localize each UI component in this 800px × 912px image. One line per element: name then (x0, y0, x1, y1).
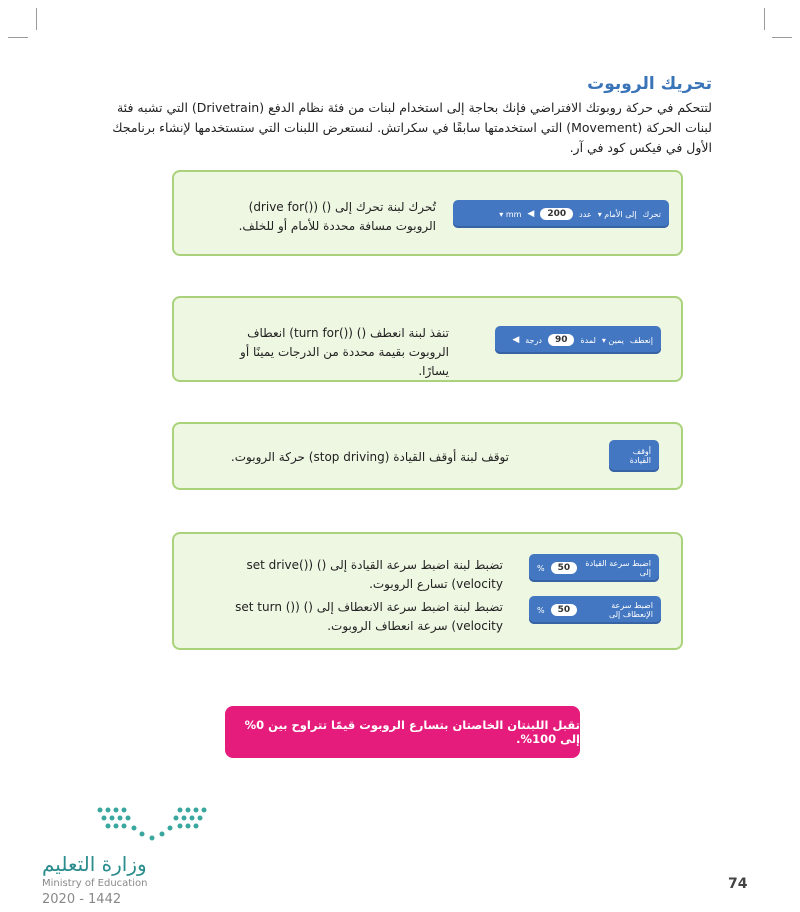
set-drive-velocity-block[interactable] (529, 554, 659, 582)
ministry-name-ar: وزارة التعليم (42, 852, 147, 876)
block-label: % (537, 563, 545, 573)
intro-paragraph: لتتحكم في حركة روبوتك الافتراضي فإنك بحاجة إلى استخدام لبنات من فئة نظام الدفع (Drivetrain) التي تشبه فئة لبنات الحركة (Movement) التي استخدمتها سابقًا في سكراتش. لنستعرض اللبنات التي ستستخدمها لإنشاء برنامجك الأول في فيكس كود في آر. (112, 100, 712, 155)
set-drive-velocity-description: تضبط لبنة اضبط سرعة القيادة إلى () (()set drive velocity) تسارع الروبوت. (246, 558, 503, 591)
block-label: اضبط سرعة الإنعطاف إلى (608, 601, 653, 619)
drive-for-block[interactable] (453, 200, 669, 228)
stop-driving-block[interactable] (609, 440, 659, 472)
arrow-icon: ◀ (512, 335, 520, 345)
card-drive-for (172, 170, 683, 256)
ministry-logo (42, 802, 222, 912)
direction-dropdown[interactable]: يمين ▾ (602, 336, 624, 345)
set-turn-velocity-block[interactable] (529, 596, 661, 624)
block-label: تحرك (642, 209, 661, 219)
block-label: لمدة (580, 335, 596, 345)
card-turn-for (172, 296, 683, 382)
drive-for-description: تُحرك لبنة تحرك إلى () (()drive for) الروبوت مسافة محددة للأمام أو للخلف. (238, 200, 436, 233)
crop-mark (764, 8, 765, 30)
block-label: عدد (579, 209, 592, 219)
note-banner: تقبل اللبنتان الخاصتان بتسارع الروبوت قيمًا تتراوح بين 0% إلى 100%. (225, 706, 580, 758)
ministry-name-en: Ministry of Education (42, 878, 148, 889)
direction-dropdown[interactable]: إلى الأمام ▾ (598, 210, 637, 219)
unit-dropdown[interactable]: mm ▾ (499, 210, 521, 219)
turn-for-description: تنفذ لبنة انعطف () (()turn for) انعطاف الروبوت بقيمة محددة من الدرجات يمينًا أو يسارًا. (240, 326, 449, 378)
block-label: % (537, 605, 545, 615)
block-label: أوقف القيادة (629, 447, 651, 465)
distance-input[interactable]: 200 (540, 208, 573, 220)
block-label: درجة (525, 335, 542, 345)
turn-for-block[interactable] (495, 326, 661, 354)
page-number: 74 (728, 876, 748, 892)
set-turn-velocity-description: تضبط لبنة اضبط سرعة الانعطاف إلى () (() set turn velocity) سرعة انعطاف الروبوت. (235, 600, 503, 633)
velocity-input[interactable]: 50 (551, 604, 578, 616)
arrow-icon: ◀ (527, 209, 535, 219)
block-label: اضبط سرعة القيادة إلى (585, 559, 651, 577)
stop-driving-description: توقف لبنة أوقف القيادة (stop driving) حركة الروبوت. (230, 450, 509, 464)
degrees-input[interactable]: 90 (548, 334, 575, 346)
crop-mark (8, 37, 28, 38)
crop-mark (772, 37, 792, 38)
edition-year: 2020 - 1442 (42, 892, 122, 907)
card-set-velocity (172, 532, 683, 650)
crop-mark (36, 8, 37, 30)
velocity-input[interactable]: 50 (551, 562, 578, 574)
section-title: تحريك الروبوت (587, 74, 712, 94)
logo-dots-icon (42, 802, 222, 852)
card-stop-driving (172, 422, 683, 490)
block-label: إنعطف (629, 335, 653, 345)
